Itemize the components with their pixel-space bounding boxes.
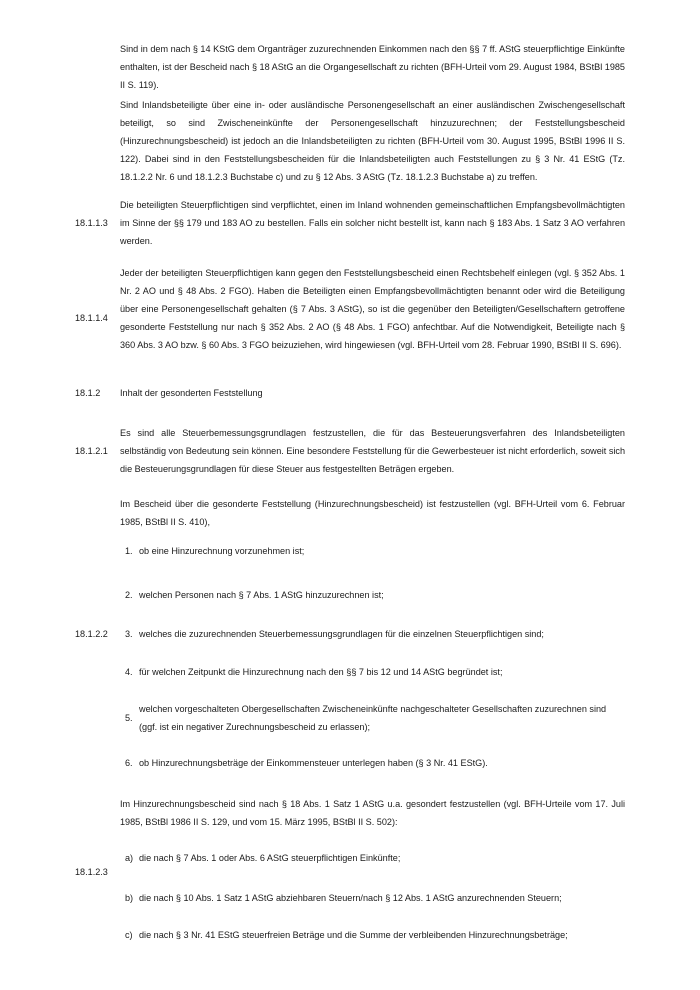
intro-paragraph-2: Sind Inlandsbeteiligte über eine in- oder ausländische Personengesellschaft an einer ausländischen Zwischengesellschaft beteiligt, so sind Zwischeneinkünfte der Personengesellschaft hinzuzurechnen; der Feststellungsbescheid (Hinzurechnungsbescheid) ist jedoch an die Inlandsbeteiligten zu richten (BFH-Urteil vom 30. August 1995, BStBl 1996 II S. 122). Dabei sind in den Feststellungsbescheiden für die Inlandsbeteiligten auch Feststellungen zu § 3 Nr. 41 EStG (Tz. 18.1.2.2 Nr. 6 und 18.1.2.3 Buchstabe c) und zu § 12 Abs. 3 AStG (Tz. 18.1.2.3 Buchstabe a) zu treffen.: [120, 100, 625, 182]
list-marker: 1.: [125, 546, 133, 556]
section-text: Es sind alle Steuerbemessungsgrundlagen festzustellen, die für das Besteuerungsverfahren des Inlandsbeteiligten selbständig von Bedeutung sein können. Eine besondere Feststellung für die Gewerbesteuer ist nicht erforderlich, soweit sich die Besteuerungsgrundlagen für diese Steuer aus festgestellten Beträgen ergeben.: [120, 428, 625, 474]
section-number: 18.1.1.3: [75, 218, 108, 228]
list-item-text: die nach § 3 Nr. 41 EStG steuerfreien Beträge und die Summe der verbleibenden Hinzurechnungsbeträge;: [139, 930, 568, 940]
list-marker: 3.: [125, 629, 133, 639]
section-lead: Im Hinzurechnungsbescheid sind nach § 18 Abs. 1 Satz 1 AStG u.a. gesondert festzustellen (vgl. BFH-Urteile vom 17. Juli 1985, BStBl 1986 II S. 129, und vom 15. März 1995, BStBl II S. 502):: [120, 799, 625, 827]
section-number: 18.1.2.2: [75, 629, 108, 639]
section-text: Jeder der beteiligten Steuerpflichtigen kann gegen den Feststellungsbescheid einen Rechtsbehelf einlegen (vgl. § 352 Abs. 1 Nr. 2 AO und § 48 Abs. 2 FGO). Haben die Beteiligten einen Empfangsbevollmächtigten benannt oder wird die Beteiligung über eine Personengesellschaft gehalten (§ 7 Abs. 3 AStG), so ist die gegenüber den Beteiligten/Gesellschaftern getroffene gesonderte Feststellung nur nach § 352 Abs. 2 AO (§ 48 Abs. 1 FGO) anfechtbar. Auf die Notwendigkeit, Beteiligte nach § 360 Abs. 3 AO bzw. § 60 Abs. 3 FGO beizuziehen, wird hingewiesen (vgl. BFH-Urteil vom 28. Februar 1990, BStBl II S. 696).: [120, 268, 625, 350]
list-item-text: die nach § 7 Abs. 1 oder Abs. 6 AStG steuerpflichtigen Einkünfte;: [139, 853, 401, 863]
list-marker: b): [125, 893, 134, 903]
list-item-text: welchen Personen nach § 7 Abs. 1 AStG hinzuzurechnen ist;: [139, 590, 384, 600]
list-item-text: ob Hinzurechnungsbeträge der Einkommensteuer unterlegen haben (§ 3 Nr. 41 EStG).: [139, 758, 488, 768]
list-marker: 5.: [125, 713, 133, 723]
section-heading: Inhalt der gesonderten Feststellung: [120, 388, 263, 398]
section-text: Die beteiligten Steuerpflichtigen sind verpflichtet, einen im Inland wohnenden gemeinschaftlichen Empfangsbevollmächtigten im Sinne der §§ 179 und 183 AO zu bestellen. Falls ein solcher nicht bestellt ist, kann nach § 183 Abs. 1 Satz 3 AO verfahren werden.: [120, 200, 625, 246]
list-marker: 4.: [125, 667, 133, 677]
section-lead: Im Bescheid über die gesonderte Feststellung (Hinzurechnungsbescheid) ist festzustellen (vgl. BFH-Urteil vom 6. Februar 1985, BStBl II S. 410),: [120, 499, 625, 527]
list-item-text: ob eine Hinzurechnung vorzunehmen ist;: [139, 546, 305, 556]
section-number: 18.1.2: [75, 388, 101, 398]
section-number: 18.1.2.3: [75, 867, 108, 877]
list-item-text: welches die zuzurechnenden Steuerbemessungsgrundlagen für die einzelnen Steuerpflichtigen sind;: [139, 629, 544, 639]
list-marker: 6.: [125, 758, 133, 768]
section-number: 18.1.2.1: [75, 446, 108, 456]
list-item-text: für welchen Zeitpunkt die Hinzurechnung nach den §§ 7 bis 12 und 14 AStG begründet ist;: [139, 667, 503, 677]
list-marker: 2.: [125, 590, 133, 600]
list-marker: a): [125, 853, 134, 863]
section-number: 18.1.1.4: [75, 313, 108, 323]
intro-paragraph-1: Sind in dem nach § 14 KStG dem Organträger zuzurechnenden Einkommen nach den §§ 7 ff. AStG steuerpflichtige Einkünfte enthalten, ist der Bescheid nach § 18 AStG an die Organgesellschaft zu richten (BFH-Urteil vom 29. August 1984, BStBl 1985 II S. 119).: [120, 44, 625, 90]
list-item-text: welchen vorgeschalteten Obergesellschaften Zwischeneinkünfte nachgeschalteter Gesellschaften zuzurechnen sind (ggf. ist ein negativer Zurechnungsbescheid zu erlassen);: [139, 704, 607, 732]
list-item-text: die nach § 10 Abs. 1 Satz 1 AStG abziehbaren Steuern/nach § 12 Abs. 1 AStG anzurechnenden Steuern;: [139, 893, 562, 903]
list-marker: c): [125, 930, 133, 940]
